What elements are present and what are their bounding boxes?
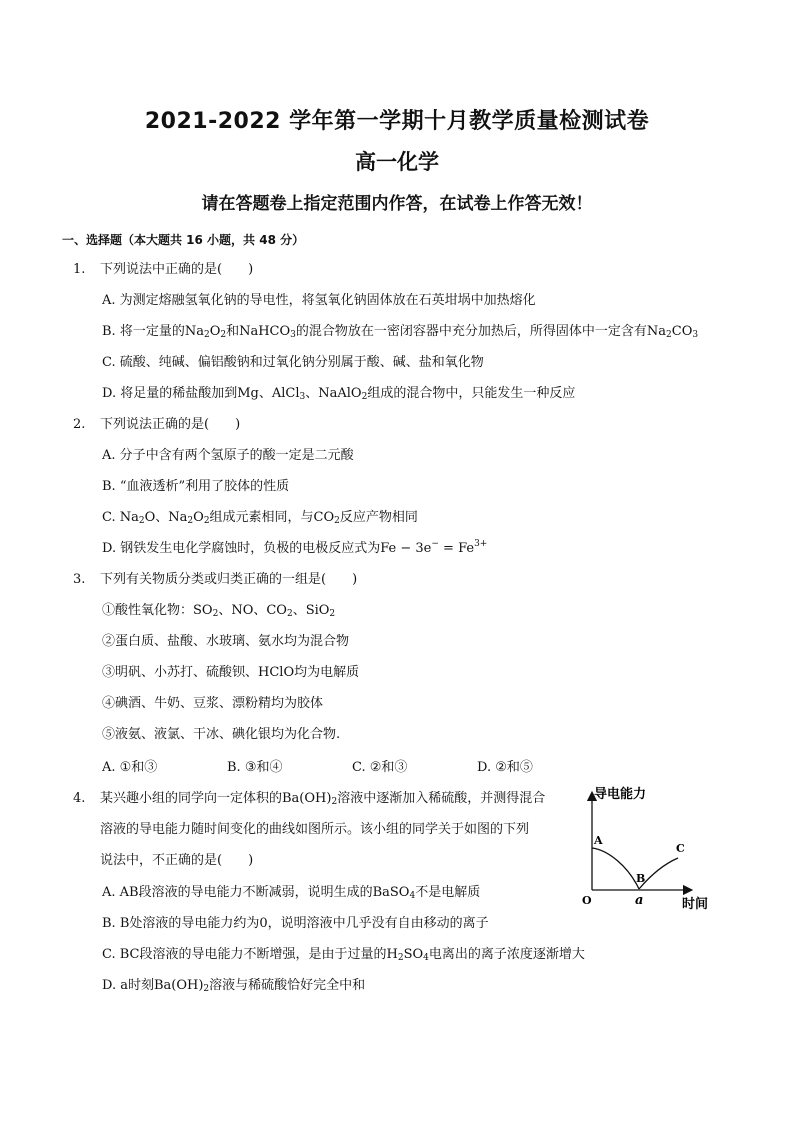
option-a: A. ①和③ [102, 760, 158, 775]
question-stem-line3: 说法中，不正确的是( ) [100, 853, 254, 868]
question-stem-line1: 某兴趣小组的同学向一定体积的$Ba(OH)_2$溶液中逐渐加入稀硫酸，并测得混合 [100, 791, 546, 807]
question-stem: 下列说法中正确的是( ) [100, 262, 254, 277]
question-stem: 下列说法正确的是( ) [100, 417, 241, 432]
option-c: C. 硫酸、纯碱、偏铝酸钠和过氧化钠分别属于酸、碱、盐和氧化物 [102, 355, 484, 370]
statement-3: ③明矾、小苏打、硫酸钡、HClO均为电解质 [102, 665, 360, 680]
option-d: D. 将足量的稀盐酸加到Mg、AlCl$_3$、NaAlO$_2$组成的混合物中，只能发生一种反应 [102, 386, 576, 402]
question-number: 2. [73, 417, 86, 432]
question-number: 3. [73, 572, 86, 587]
subject-title: 高一化学 [355, 150, 439, 174]
option-d: D. 钢铁发生电化学腐蚀时，负极的电极反应式为$Fe - 3e^- = Fe^{3+}$ [102, 539, 488, 556]
option-b: B. ③和④ [227, 760, 283, 775]
answer-notice: 请在答题卷上指定范围内作答，在试卷上作答无效！ [201, 194, 593, 214]
question-stem-line2: 溶液的导电能力随时间变化的曲线如图所示。该小组的同学关于如图的下列 [100, 822, 530, 837]
exam-title: 2021-2022 学年第一学期十月教学质量检测试卷 [144, 109, 650, 134]
option-d: D. a时刻$Ba(OH)_2$溶液与稀硫酸恰好完全中和 [102, 978, 366, 994]
option-a: A. 为测定熔融氢氧化钠的导电性，将氢氧化钠固体放在石英坩埚中加热熔化 [102, 293, 536, 308]
option-b: B. “血液透析”利用了胶体的性质 [102, 479, 290, 494]
statement-5: ⑤液氨、液氯、干冰、碘化银均为化合物. [102, 727, 341, 742]
option-b: B. 将一定量的$Na_2O_2$和NaHCO$_3$的混合物放在一密闭容器中充分加热后，所得固体中一定含有$Na_2CO_3$ [102, 324, 699, 340]
point-c-label: C [676, 842, 685, 855]
question-number: 1. [73, 262, 86, 277]
option-c: C. ②和③ [352, 760, 408, 775]
curve-ab [592, 848, 639, 889]
origin-label: O [582, 894, 592, 907]
point-b-label: B [636, 872, 646, 885]
statement-2: ②蛋白质、盐酸、水玻璃、氨水均为混合物 [102, 634, 350, 649]
statement-1: ①酸性氧化物：$SO_2$、NO、$CO_2$、SiO$_2$ [102, 603, 336, 619]
question-stem: 下列有关物质分类或归类正确的一组是( ) [100, 572, 358, 587]
point-a-label: A [594, 834, 603, 847]
tick-a-label: a [635, 893, 644, 908]
option-d: D. ②和⑤ [477, 760, 533, 775]
option-a: A. AB段溶液的导电能力不断减弱，说明生成的BaSO$_4$不是电解质 [102, 885, 481, 901]
option-b: B. B处溶液的导电能力约为0，说明溶液中几乎没有自由移动的离子 [102, 916, 489, 931]
option-c: C. BC段溶液的导电能力不断增强，是由于过量的$H_2SO_4$电离出的离子浓度逐渐增大 [102, 947, 585, 963]
option-a: A. 分子中含有两个氢原子的酸一定是二元酸 [102, 448, 354, 463]
x-axis-label: 时间 [682, 897, 709, 912]
conductivity-diagram [570, 786, 730, 918]
question-number: 4. [73, 791, 86, 806]
option-c: C. $Na_2O$、$Na_2O_2$组成元素相同，与$CO_2$反应产物相同 [102, 510, 418, 526]
statement-4: ④碘酒、牛奶、豆浆、漂粉精均为胶体 [102, 696, 324, 711]
section-heading: 一、选择题（本大题共 16 小题，共 48 分） [62, 233, 305, 247]
y-axis-label: 导电能力 [594, 787, 647, 802]
